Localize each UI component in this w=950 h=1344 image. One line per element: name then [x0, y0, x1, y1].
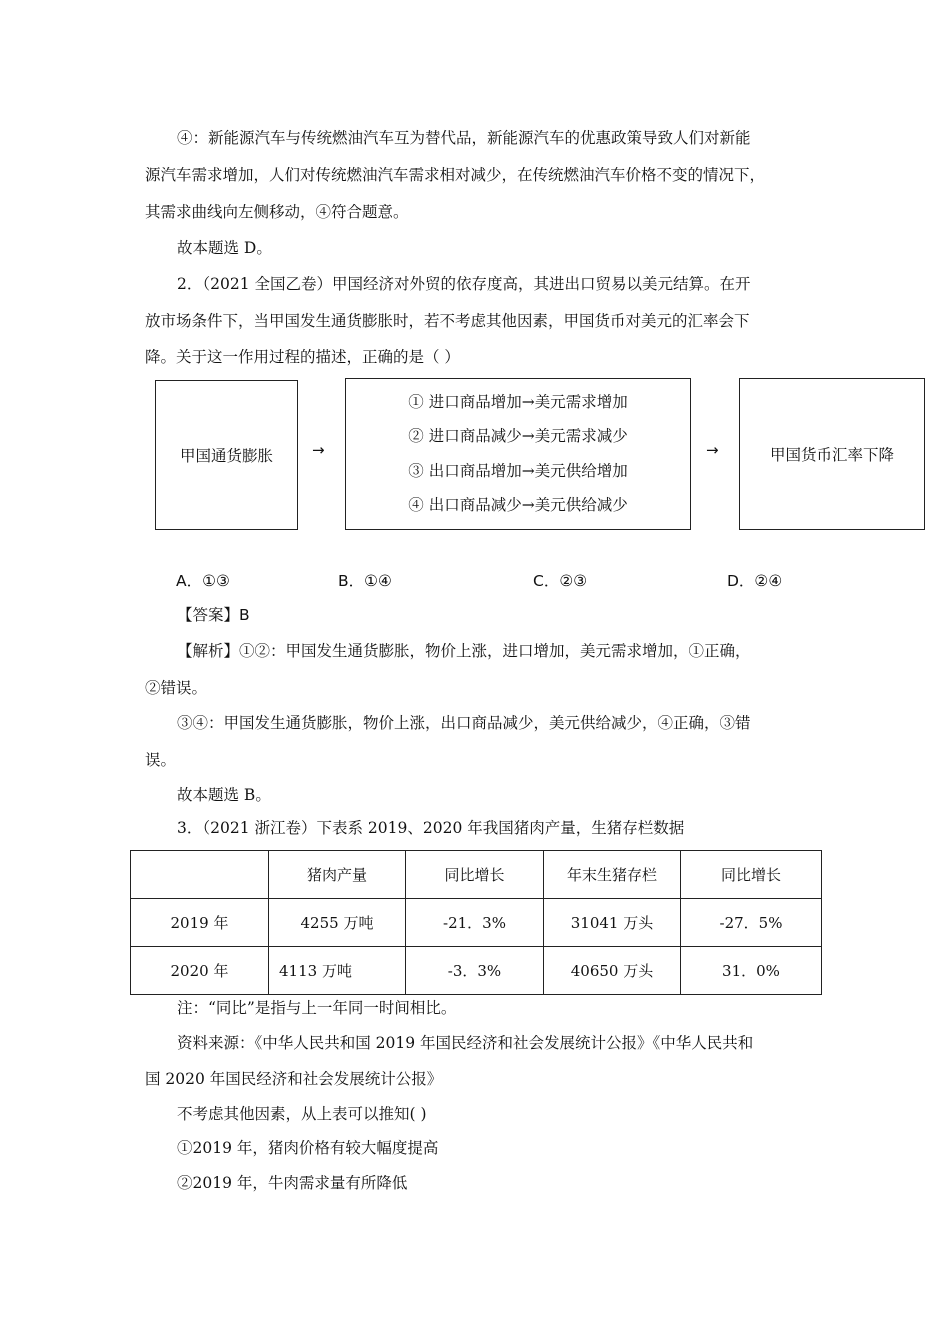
question-3-prompt: 不考虑其他因素，从上表可以推知( ) [177, 1105, 427, 1123]
choice-c: C．②③ [533, 572, 588, 590]
question-2-stem: 降。关于这一作用过程的描述，正确的是（ ） [145, 348, 460, 366]
choice-a: A．①③ [176, 572, 230, 590]
table-header-cell: 年末生猪存栏 [544, 851, 681, 899]
analysis-line: 误。 [145, 751, 177, 769]
paragraph-line: 其需求曲线向左侧移动，④符合题意。 [145, 203, 409, 221]
question-3-option: ②2019 年，牛肉需求量有所降低 [177, 1174, 408, 1192]
table-cell: 40650 万头 [544, 947, 681, 995]
diagram-middle-box [345, 378, 691, 530]
table-cell: 31．0% [681, 947, 822, 995]
paragraph-line: ④：新能源汽车与传统燃油汽车互为替代品，新能源汽车的优惠政策导致人们对新能 [177, 129, 751, 147]
table-cell: 2020 年 [131, 947, 269, 995]
diagram-left-label: 甲国通货膨胀 [179, 447, 273, 465]
analysis-line: ③④：甲国发生通货膨胀，物价上涨，出口商品减少，美元供给减少，④正确，③错 [177, 714, 751, 732]
diagram-right-label: 甲国货币汇率下降 [769, 446, 894, 464]
table-header-row [131, 851, 822, 899]
choice-b: B．①④ [338, 572, 392, 590]
table-cell: -27．5% [681, 899, 822, 947]
question-3-option: ①2019 年，猪肉价格有较大幅度提高 [177, 1139, 439, 1157]
arrow-icon: → [706, 441, 719, 459]
question-2-stem: 放市场条件下，当甲国发生通货膨胀时，若不考虑其他因素，甲国货币对美元的汇率会下 [145, 312, 750, 330]
question-2-stem: 2．（2021 全国乙卷）甲国经济对外贸的依存度高，其进出口贸易以美元结算。在开 [177, 275, 751, 293]
diagram-left-box [155, 380, 298, 530]
table-row [131, 899, 822, 947]
table-cell: 31041 万头 [544, 899, 681, 947]
table-cell: 4113 万吨 [269, 947, 406, 995]
diagram-item: ① 进口商品增加→美元需求增加 [408, 393, 628, 411]
diagram-item: ③ 出口商品增加→美元供给增加 [408, 462, 628, 480]
table-cell: 4255 万吨 [269, 899, 406, 947]
question-3-stem: 3．（2021 浙江卷）下表系 2019、2020 年我国猪肉产量，生猪存栏数据 [177, 819, 685, 837]
table-row [131, 947, 822, 995]
analysis-line: 【解析】①②：甲国发生通货膨胀，物价上涨，进口增加，美元需求增加，①正确， [177, 642, 751, 660]
diagram-right-box [739, 378, 925, 530]
table-cell: -21．3% [406, 899, 544, 947]
source-line: 国 2020 年国民经济和社会发展统计公报》 [145, 1070, 443, 1088]
diagram-item: ④ 出口商品减少→美元供给减少 [408, 496, 628, 514]
table-header-cell: 猪肉产量 [269, 851, 406, 899]
conclusion-text: 故本题选 D。 [177, 239, 272, 257]
pork-data-table [130, 850, 822, 995]
arrow-icon: → [312, 441, 325, 459]
choice-d: D．②④ [727, 572, 783, 590]
analysis-line: ②错误。 [145, 679, 208, 697]
conclusion-text: 故本题选 B。 [177, 786, 271, 804]
paragraph-line: 源汽车需求增加，人们对传统燃油汽车需求相对减少，在传统燃油汽车价格不变的情况下， [145, 166, 766, 184]
table-cell: -3．3% [406, 947, 544, 995]
table-header-cell: 同比增长 [681, 851, 822, 899]
answer-text: 【答案】B [177, 606, 250, 624]
source-line: 资料来源：《中华人民共和国 2019 年国民经济和社会发展统计公报》《中华人民共和 [177, 1034, 754, 1052]
table-header-cell [131, 851, 269, 899]
table-cell: 2019 年 [131, 899, 269, 947]
table-header-cell: 同比增长 [406, 851, 544, 899]
diagram-item: ② 进口商品减少→美元需求减少 [408, 427, 628, 445]
table-note: 注：“同比”是指与上一年同一时间相比。 [177, 999, 457, 1017]
